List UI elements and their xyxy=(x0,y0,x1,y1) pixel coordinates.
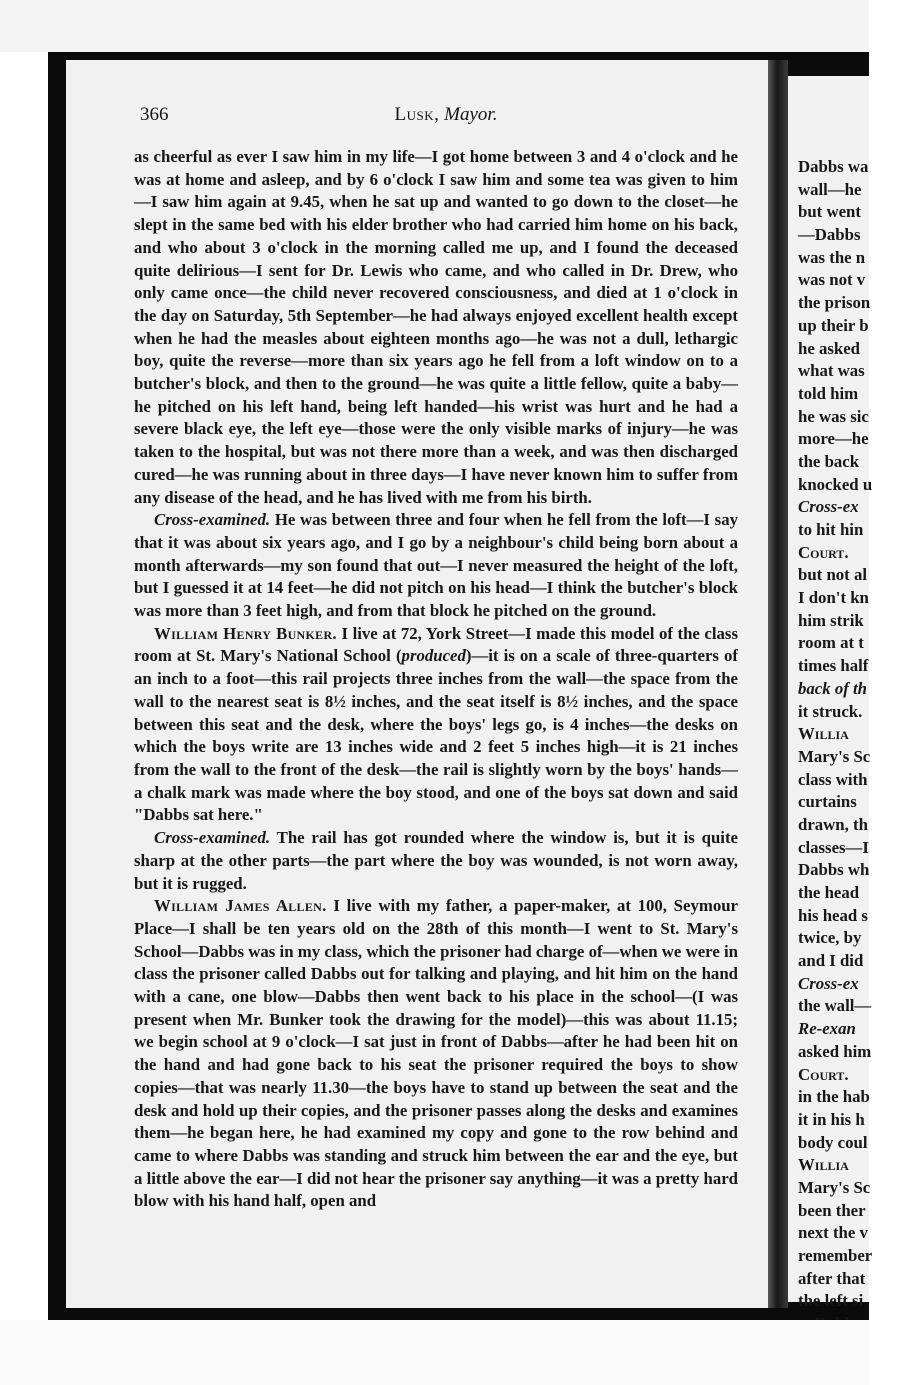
book-gutter xyxy=(768,60,788,1308)
facing-line: back of th xyxy=(798,678,867,698)
facing-line: what was xyxy=(798,361,865,381)
facing-line: times half xyxy=(798,656,869,676)
facing-line: in the hab xyxy=(798,1087,870,1107)
facing-line: Cross-ex xyxy=(798,497,859,517)
facing-line: more—he xyxy=(798,429,869,449)
running-head-name: Lusk, xyxy=(394,104,440,125)
facing-line: Cross-ex xyxy=(798,973,859,993)
scan-top-margin xyxy=(0,0,869,52)
facing-line: remember xyxy=(798,1246,873,1265)
facing-line: but went xyxy=(798,202,861,222)
facing-line: he was sic xyxy=(798,406,869,426)
produced-note: produced xyxy=(401,646,466,666)
witness-name: William James Allen. xyxy=(154,896,327,916)
facing-line: he asked xyxy=(798,338,861,358)
witness-paragraph xyxy=(134,623,738,827)
facing-line: knocked u xyxy=(798,474,873,494)
facing-line: Mary's Sc xyxy=(798,1177,871,1197)
facing-line: the left si xyxy=(798,1291,864,1311)
facing-line: after that xyxy=(798,1268,866,1288)
facing-line: next the v xyxy=(798,1223,868,1243)
facing-page-text xyxy=(798,156,918,1336)
witness-name: William Henry Bunker. xyxy=(154,623,337,643)
facing-line: body coul xyxy=(798,1132,868,1152)
facing-line: drawn, th xyxy=(798,814,868,834)
paragraph-text: He was between three and four when he fell from the loft—I say that it was about six years ago, and I go by a neighbour's child being born about a month afterwards—my son found that out—I never measured the height of the loft, but I guessed it at 14 feet—he did not pitch on his head—I think the butcher's block was more than 3 feet high, and from that block he pitched on the ground. xyxy=(134,510,738,621)
paragraph-text: I live with my father, a paper-maker, at 100, Seymour Place—I shall be ten years old on the 28th of this month—I went to St. Mary's School—Dabbs was in my class, which the prisoner had charge of—when we were in class the prisoner called Dabbs out for talking and playing, and hit him on the hand with a cane, one blow—Dabbs then went back to his place in the school—(I was present when Mr. Bunker took the drawing for the model)—this was about 11.15; we begin school at 9 o'clock—I sat just in front of Dabbs—after he had been hit on the hand and had gone back to his seat the prisoner required the boys to show copies—that was nearly 11.30—the boys have to stand up between the seat and the desk and hold up their copies, and the prisoner passes along the desks and examines them—he began here, he had examined my copy and gone to the row behind and came to where Dabbs was standing and struck him between the ear and the eye, but a little above the ear—I did not hear the prisoner say anything—it was a pretty hard blow with his hand half, open and xyxy=(134,896,739,1211)
facing-line: up their b xyxy=(798,315,869,335)
facing-line: Dabbs wh xyxy=(798,860,870,880)
facing-line: the wall— xyxy=(798,996,872,1016)
facing-line: the back xyxy=(798,451,860,471)
facing-line: it struck. xyxy=(798,701,863,721)
facing-line: Mary's Sc xyxy=(798,746,871,766)
facing-line: twice, by xyxy=(798,928,862,948)
facing-line: I don't kn xyxy=(798,588,869,608)
facing-line: was not v xyxy=(798,270,866,290)
paragraph-text: I live at 72, York Street—I made this model of the class room at St. Mary's National School ( xyxy=(134,623,738,666)
facing-line: the prison xyxy=(798,293,871,313)
facing-line: been ther xyxy=(798,1200,866,1220)
paragraph-text: )—it is on a scale of three-quarters of an inch to a foot—this rail projects three inches from the wall—the space from the wall to the nearest seat is 8½ inches, and the seat itself is 8½ inches, and the space between this seat and the desk, where the boys' legs go, is 4 inches—the desks on which the boys write are 13 inches wide and 2 feet 5 inches high—it is 21 inches from the wall to the front of the desk—the rail is slightly worn by the boys' hands—a chalk mark was made where the boy stood, and one of the boys sat down and said "Dabbs sat here." xyxy=(134,646,738,825)
facing-line: wall—he xyxy=(798,179,862,199)
facing-line: curtains xyxy=(798,792,857,812)
facing-line: him strik xyxy=(798,610,864,630)
facing-line: and I did xyxy=(798,951,864,971)
facing-line: Court. xyxy=(798,1064,849,1084)
facing-line: but not al xyxy=(798,565,868,585)
main-text xyxy=(134,146,738,1213)
scan-bottom-margin xyxy=(0,1320,869,1385)
facing-line: Willia xyxy=(798,1155,849,1175)
facing-line: it in his h xyxy=(798,1109,865,1129)
witness-paragraph xyxy=(134,895,738,1213)
facing-page xyxy=(788,76,873,1311)
facing-line: Willia xyxy=(798,724,849,744)
facing-line: Court. xyxy=(798,542,849,562)
testimony-paragraph xyxy=(134,146,738,509)
facing-line: room at t xyxy=(798,633,864,653)
cross-examination-paragraph xyxy=(134,827,738,895)
facing-line: asked him xyxy=(798,1041,872,1061)
facing-line: classes—I xyxy=(798,837,869,857)
paragraph-text: as cheerful as ever I saw him in my life—I got home between 3 and 4 o'clock and he was at home and asleep, and by 6 o'clock I saw him and some tea was given to him—I saw him again at 9.45, when he sat up and wanted to go down to the closet—he slept in the same bed with his elder brother who had carried him home on his back, and who about 3 o'clock in the morning called me up, and I found the deceased quite delirious—I sent for Dr. Lewis who came, and who called in Dr. Drew, who only came once—the child never recovered consciousness, and died at 1 o'clock in the day on Saturday, 5th September—he had always enjoyed excellent health except when he had the measles about eighteen months ago—he was not a dull, lethargic boy, quite the reverse—more than six years ago he fell from a loft window on to a butcher's block, and then to the ground—he was quite a little fellow, quite a baby—he pitched on his left hand, being left handed—his wrist was hurt and he had a severe black eye, the left eye—those were the only visible marks of injury—he was taken to the hospital, but was not there more than a week, and was then discharged cured—he was running about in three days—I have never known him to suffer from any disease of the head, and he has lived with me from his birth. xyxy=(134,147,738,507)
running-head xyxy=(140,104,752,126)
facing-line: Dabbs wa xyxy=(798,157,869,176)
cross-examined-label: Cross-examined. xyxy=(154,828,271,848)
running-head-title: Mayor. xyxy=(444,104,498,125)
facing-line: —Dabbs xyxy=(798,225,861,245)
facing-line: Re-exan xyxy=(798,1019,856,1039)
facing-line: to hit hin xyxy=(798,520,864,539)
cross-examination-paragraph xyxy=(134,509,738,623)
paragraph-text: The rail has got rounded where the window is, but it is quite sharp at the other parts—the part where the boy was wounded, is not worn away, but it is rugged. xyxy=(134,828,738,893)
page-header xyxy=(140,104,752,134)
cross-examined-label: Cross-examined. xyxy=(154,510,271,530)
facing-line: told him xyxy=(798,383,859,403)
facing-line: the head xyxy=(798,883,860,902)
facing-line: his head s xyxy=(798,905,868,925)
facing-line: was the n xyxy=(798,247,866,267)
facing-line: class with xyxy=(798,769,868,789)
page-number: 366 xyxy=(140,104,169,125)
